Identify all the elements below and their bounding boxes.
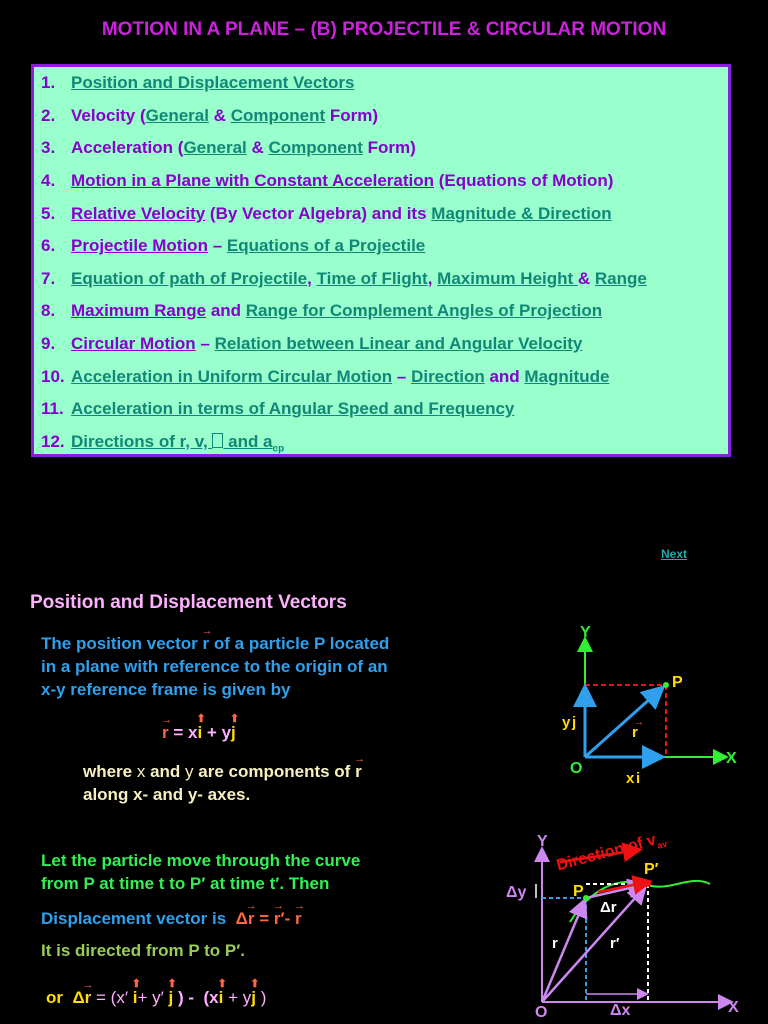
toc-text: Form) bbox=[362, 138, 416, 157]
toc-number: 10. bbox=[41, 367, 65, 386]
hat-arrow-icon: ⬆ bbox=[230, 713, 240, 725]
missing-glyph-icon bbox=[212, 433, 223, 448]
page-title: MOTION IN A PLANE – (B) PROJECTILE & CIRCULAR MOTION bbox=[101, 19, 667, 40]
para1-line3: x-y reference frame is given by bbox=[41, 680, 291, 699]
text: Displacement vector is bbox=[41, 909, 236, 928]
toc-link-acceleration-component[interactable]: Component bbox=[268, 138, 363, 157]
toc-link-acceleration-general[interactable]: General bbox=[183, 138, 247, 157]
toc-text: Acceleration ( bbox=[71, 138, 184, 157]
y-axis-label: Y bbox=[537, 833, 548, 850]
toc-text: – bbox=[195, 334, 215, 353]
table-of-contents bbox=[31, 64, 731, 457]
vector-delta-r bbox=[72, 979, 94, 1008]
toc-text: Velocity ( bbox=[71, 106, 146, 125]
text: - bbox=[284, 909, 295, 928]
delta-r-label: Δr bbox=[600, 899, 617, 916]
toc-link-position-displacement[interactable]: Position and Displacement Vectors bbox=[71, 73, 355, 92]
yj-label-y: y bbox=[562, 714, 571, 731]
toc-number: 1. bbox=[41, 73, 56, 92]
toc-text: , bbox=[307, 269, 317, 288]
toc-item-3 bbox=[41, 138, 416, 158]
toc-link-equation-path[interactable]: Equation of path of Projectile bbox=[71, 269, 308, 288]
toc-text: & bbox=[577, 269, 595, 288]
toc-number: 2. bbox=[41, 106, 56, 125]
text: = bbox=[254, 909, 274, 928]
toc-link-velocity-general[interactable]: General bbox=[145, 106, 209, 125]
toc-text: – bbox=[392, 367, 412, 386]
hat-arrow-icon: ⬆ bbox=[250, 978, 260, 990]
toc-link-constant-acceleration[interactable]: Motion in a Plane with Constant Acceleration bbox=[71, 171, 435, 190]
text: i bbox=[218, 988, 224, 1007]
text: or bbox=[46, 988, 73, 1007]
toc-text: (By Vector Algebra) and its bbox=[205, 204, 432, 223]
text: of a particle P located bbox=[209, 634, 390, 653]
text: r bbox=[162, 723, 169, 742]
point-p-label: P bbox=[672, 674, 683, 691]
text: r bbox=[294, 909, 302, 928]
text: Δr bbox=[72, 988, 92, 1007]
toc-subscript: cp bbox=[272, 443, 285, 455]
text: ) - (x bbox=[173, 988, 219, 1007]
vector-r-prime-label: r′ bbox=[610, 935, 620, 952]
text: where bbox=[83, 762, 137, 781]
where-line2: along x- and y- axes. bbox=[83, 785, 251, 804]
point-p-label: P bbox=[573, 883, 584, 900]
text: x bbox=[136, 762, 146, 781]
toc-number: 6. bbox=[41, 236, 56, 255]
toc-text: & bbox=[208, 106, 231, 125]
hat-arrow-icon: ⬆ bbox=[217, 978, 227, 990]
toc-number: 3. bbox=[41, 138, 56, 157]
text: r′ bbox=[273, 909, 285, 928]
position-vector-diagram bbox=[540, 615, 768, 795]
text: r bbox=[202, 634, 210, 653]
text: v bbox=[644, 831, 658, 851]
toc-link-text: Directions of r, v, bbox=[71, 432, 213, 451]
toc-number: 12. bbox=[41, 432, 65, 451]
text: j bbox=[231, 723, 236, 742]
para1-line1 bbox=[41, 625, 390, 654]
x-axis-label: X bbox=[726, 750, 737, 767]
text: The position vector bbox=[41, 634, 203, 653]
toc-link-time-of-flight[interactable]: Time of Flight bbox=[316, 269, 428, 288]
toc-number: 7. bbox=[41, 269, 56, 288]
toc-link-linear-angular-velocity[interactable]: Relation between Linear and Angular Velocity bbox=[214, 334, 583, 353]
toc-item-12 bbox=[41, 432, 284, 454]
arrow-icon: → bbox=[245, 900, 257, 912]
position-vector-r bbox=[542, 902, 584, 1002]
text: + y bbox=[223, 988, 252, 1007]
toc-text: Form) bbox=[325, 106, 379, 125]
vector-r bbox=[354, 753, 366, 782]
displacement-line bbox=[41, 900, 305, 929]
toc-link-directions-r-v[interactable] bbox=[71, 432, 285, 455]
toc-link-circular-motion[interactable]: Circular Motion bbox=[71, 334, 196, 353]
unit-vector-j bbox=[230, 713, 240, 743]
toc-item-2 bbox=[41, 106, 378, 126]
point-p bbox=[663, 682, 669, 688]
arrow-icon: → bbox=[272, 900, 284, 912]
hat-arrow-icon: ⬆ bbox=[131, 978, 141, 990]
toc-link-complement-angles[interactable]: Range for Complement Angles of Projection bbox=[245, 301, 603, 320]
hat-arrow-icon: ⬆ bbox=[167, 978, 177, 990]
toc-link-magnitude[interactable]: Magnitude bbox=[524, 367, 610, 386]
y-axis-label: Y bbox=[580, 624, 591, 641]
toc-item-6 bbox=[41, 236, 425, 256]
position-vector-r bbox=[585, 689, 661, 757]
arrow-icon: → bbox=[82, 979, 94, 991]
toc-text: and bbox=[206, 301, 246, 320]
unit-vector-j bbox=[167, 978, 177, 1008]
toc-link-angular-speed-frequency[interactable]: Acceleration in terms of Angular Speed and Frequency bbox=[71, 399, 515, 418]
toc-link-magnitude-direction[interactable]: Magnitude & Direction bbox=[431, 204, 612, 223]
vector-r-label: r bbox=[552, 935, 558, 952]
text: and bbox=[145, 762, 186, 781]
vector-delta-r bbox=[235, 900, 257, 929]
text: av bbox=[656, 838, 669, 851]
arrow-icon: → bbox=[161, 714, 172, 726]
text: are components of bbox=[193, 762, 356, 781]
xi-label-i: i bbox=[636, 770, 641, 787]
toc-text: – bbox=[207, 236, 227, 255]
para2-line2: from P at time t to P′ at time t′. Then bbox=[41, 874, 330, 893]
where-line1 bbox=[83, 753, 366, 782]
toc-number: 9. bbox=[41, 334, 56, 353]
toc-link-range[interactable]: Range bbox=[594, 269, 647, 288]
delta-x-label: Δx bbox=[610, 1002, 631, 1019]
para1-line2: in a plane with reference to the origin of an bbox=[41, 657, 388, 676]
text: j bbox=[251, 988, 256, 1007]
text: i bbox=[132, 988, 138, 1007]
point-p-prime-label: P′ bbox=[644, 861, 659, 878]
or-equation-line bbox=[46, 978, 267, 1008]
vector-r-prime bbox=[272, 900, 285, 929]
xi-label-x: x bbox=[626, 770, 635, 787]
arrow-icon: → bbox=[634, 717, 644, 728]
toc-item-11 bbox=[41, 399, 514, 419]
toc-item-10 bbox=[41, 367, 609, 387]
text: + y bbox=[202, 723, 232, 742]
vector-r-label: r bbox=[632, 724, 638, 741]
toc-item-5 bbox=[41, 204, 612, 224]
unit-vector-i bbox=[131, 978, 141, 1008]
para2-line1: Let the particle move through the curve bbox=[41, 851, 361, 870]
arrow-icon: → bbox=[293, 900, 305, 912]
toc-item-8 bbox=[41, 301, 602, 321]
yj-label-j: j bbox=[572, 714, 577, 731]
section-title: Position and Displacement Vectors bbox=[30, 592, 347, 613]
text: r bbox=[355, 762, 362, 781]
arrow-icon: → bbox=[201, 625, 213, 637]
toc-link-equations-projectile[interactable]: Equations of a Projectile bbox=[226, 236, 426, 255]
toc-item-9 bbox=[41, 334, 582, 354]
toc-text: and bbox=[484, 367, 525, 386]
particle-path-curve bbox=[570, 881, 710, 922]
toc-link-direction[interactable]: Direction bbox=[411, 367, 485, 386]
x-axis-label: X bbox=[728, 999, 739, 1016]
vector-r bbox=[161, 714, 172, 743]
unit-vector-i bbox=[217, 978, 227, 1008]
toc-number: 5. bbox=[41, 204, 56, 223]
equation-position-vector bbox=[161, 713, 240, 743]
text: y bbox=[185, 762, 194, 781]
toc-number: 8. bbox=[41, 301, 56, 320]
arrow-icon: → bbox=[354, 753, 366, 765]
text: i bbox=[197, 723, 203, 742]
delta-y-label: Δy bbox=[506, 884, 527, 901]
toc-text: & bbox=[246, 138, 269, 157]
directed-line: It is directed from P to P′. bbox=[41, 941, 246, 960]
origin-label: O bbox=[570, 760, 583, 777]
text: = x bbox=[168, 723, 198, 742]
toc-link-maximum-height[interactable]: Maximum Height bbox=[437, 269, 578, 288]
unit-vector-j bbox=[250, 978, 260, 1008]
point-p-prime bbox=[645, 881, 651, 887]
toc-link-maximum-range[interactable]: Maximum Range bbox=[71, 301, 207, 320]
toc-link-relative-velocity[interactable]: Relative Velocity bbox=[71, 204, 206, 223]
toc-link-uniform-circular-acceleration[interactable]: Acceleration in Uniform Circular Motion bbox=[71, 367, 393, 386]
toc-text: , bbox=[427, 269, 438, 288]
toc-item-7 bbox=[41, 269, 647, 289]
vector-r bbox=[201, 625, 213, 654]
vector-r bbox=[293, 900, 305, 929]
text: j bbox=[168, 988, 174, 1007]
next-link[interactable]: Next bbox=[661, 547, 688, 561]
displacement-vector-diagram bbox=[500, 812, 768, 1024]
text: + y′ bbox=[137, 988, 169, 1007]
toc-link-text: and a bbox=[223, 432, 273, 451]
text: Δr bbox=[235, 909, 255, 928]
toc-text: (Equations of Motion) bbox=[434, 171, 614, 190]
text: ) bbox=[255, 988, 267, 1007]
displacement-vector bbox=[586, 885, 643, 898]
toc-number: 11. bbox=[41, 399, 64, 418]
toc-link-projectile-motion[interactable]: Projectile Motion bbox=[71, 236, 208, 255]
toc-link-velocity-component[interactable]: Component bbox=[230, 106, 326, 125]
toc-number: 4. bbox=[41, 171, 56, 190]
toc-item-1 bbox=[41, 73, 354, 93]
unit-vector-i bbox=[196, 713, 206, 743]
point-p bbox=[583, 895, 589, 901]
toc-item-4 bbox=[41, 171, 613, 191]
origin-label: O bbox=[535, 1004, 548, 1021]
text: Direction of bbox=[554, 833, 650, 875]
hat-arrow-icon: ⬆ bbox=[196, 713, 206, 725]
text: = (x′ bbox=[91, 988, 133, 1007]
